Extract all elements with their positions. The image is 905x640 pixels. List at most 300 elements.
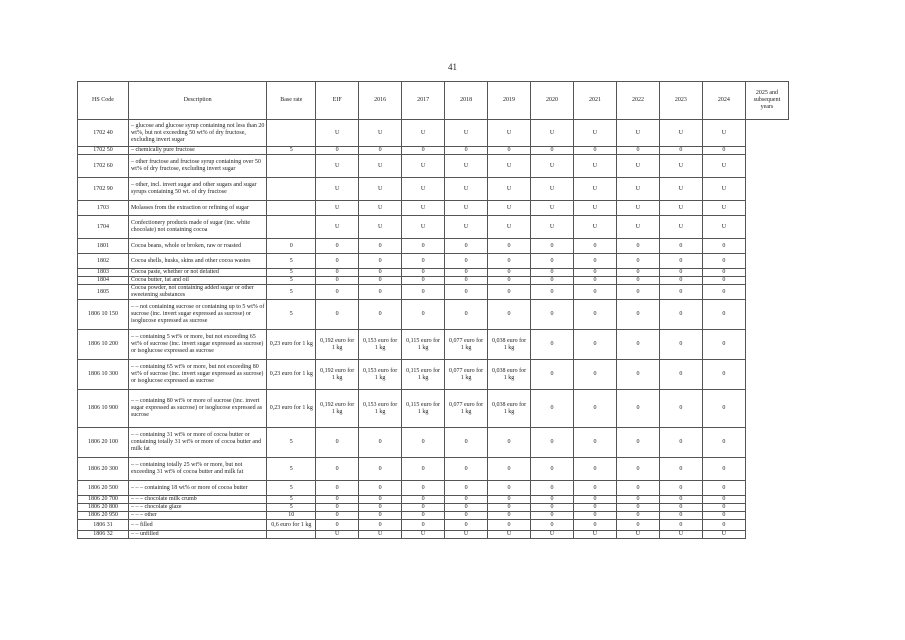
base-rate-cell [267,201,316,216]
table-row [78,428,789,458]
description-cell: Cocoa butter, fat and oil [128,277,266,285]
hs-code-cell: 1806 20 950 [78,512,129,520]
rate-cell: 0 [573,330,616,360]
rate-cell: 0 [702,285,745,300]
rate-cell: U [402,216,445,239]
rate-cell: U [659,531,702,539]
rate-cell: U [531,201,574,216]
rate-cell: 0 [659,458,702,481]
rate-cell: 0 [616,277,659,285]
base-rate-cell: 5 [267,147,316,155]
rate-cell: U [402,178,445,201]
hs-code-cell: 1702 90 [78,178,129,201]
rate-cell: 0 [659,277,702,285]
rate-cell: 0 [359,512,402,520]
hs-code-cell: 1806 31 [78,520,129,531]
rate-cell: 0 [616,254,659,269]
rate-cell: U [659,201,702,216]
description-cell: – other, incl. invert sugar and other sugars and sugar syrups containing 50 wt. of dry fructose [128,178,266,201]
rate-cell: 0 [359,520,402,531]
rate-cell: 0 [316,147,359,155]
rate-cell: U [531,178,574,201]
base-rate-cell: 0,23 euro for 1 kg [267,390,316,428]
rate-cell: 0 [616,269,659,277]
rate-cell: 0 [359,285,402,300]
rate-cell: 0 [573,239,616,254]
rate-cell: U [531,120,574,147]
table-body [78,120,789,539]
rate-cell: 0,192 euro for 1 kg [316,390,359,428]
rate-cell: U [531,216,574,239]
hs-code-cell: 1806 10 900 [78,390,129,428]
rate-cell: U [488,531,531,539]
rate-cell: 0 [359,300,402,330]
rate-cell: 0 [488,512,531,520]
rate-cell: U [702,531,745,539]
rate-cell: 0 [445,512,488,520]
base-rate-cell: 5 [267,481,316,496]
hs-code-cell: 1806 20 700 [78,496,129,504]
rate-cell: U [445,178,488,201]
rate-cell: 0 [573,504,616,512]
rate-cell: 0 [531,428,574,458]
table-row [78,201,789,216]
description-cell: – chemically pure fructose [128,147,266,155]
table-row [78,458,789,481]
description-cell: Confectionery products made of sugar (inc. white chocolate) not containing cocoa [128,216,266,239]
rate-cell: U [359,155,402,178]
rate-cell: 0 [616,285,659,300]
rate-cell: 0 [702,277,745,285]
rate-cell: 0,077 euro for 1 kg [445,360,488,390]
rate-cell: 0 [445,496,488,504]
description-cell: Cocoa powder, not containing added sugar or other sweetening substances [128,285,266,300]
rate-cell: 0 [316,458,359,481]
rate-cell: 0 [531,458,574,481]
hs-code-cell: 1704 [78,216,129,239]
rate-cell: 0 [445,300,488,330]
rate-cell: 0 [445,428,488,458]
rate-cell: U [445,216,488,239]
rate-cell: 0 [316,269,359,277]
rate-cell: 0 [402,504,445,512]
table-header-row [78,82,789,120]
column-header: Base rate [267,82,316,120]
rate-cell: U [616,531,659,539]
rate-cell: 0 [616,330,659,360]
rate-cell: 0 [573,496,616,504]
column-header: 2019 [488,82,531,120]
rate-cell: U [702,155,745,178]
rate-cell: 0 [488,147,531,155]
rate-cell: U [359,178,402,201]
rate-cell: U [402,120,445,147]
rate-cell: 0 [573,254,616,269]
hs-code-cell: 1804 [78,277,129,285]
hs-code-cell: 1806 32 [78,531,129,539]
rate-cell: U [445,155,488,178]
column-header: 2023 [659,82,702,120]
rate-cell: 0 [488,428,531,458]
base-rate-cell: 5 [267,496,316,504]
table-row [78,531,789,539]
rate-cell: 0 [616,496,659,504]
description-cell: – – not containing sucrose or containing up to 5 wt% of sucrose (inc. invert sugar expressed as sucrose) or isoglucose expressed as sucrose [128,300,266,330]
rate-cell: U [445,531,488,539]
rate-cell: U [316,155,359,178]
rate-cell: 0,115 euro for 1 kg [402,330,445,360]
rate-cell: 0 [359,458,402,481]
base-rate-cell: 5 [267,300,316,330]
description-cell: – – – chocolate milk crumb [128,496,266,504]
rate-cell: 0 [359,254,402,269]
column-header: 2017 [402,82,445,120]
rate-cell: 0,038 euro for 1 kg [488,390,531,428]
rate-cell: U [616,120,659,147]
rate-cell: 0 [488,300,531,330]
rate-cell: U [573,201,616,216]
column-header: 2022 [616,82,659,120]
rate-cell: U [573,216,616,239]
rate-cell: 0 [488,277,531,285]
rate-cell: 0 [488,254,531,269]
table-row [78,277,789,285]
rate-cell: 0 [659,496,702,504]
rate-cell: 0 [702,390,745,428]
rate-cell: 0 [573,269,616,277]
rate-cell: 0 [445,269,488,277]
rate-cell: 0,115 euro for 1 kg [402,360,445,390]
rate-cell: 0 [488,239,531,254]
table-row [78,239,789,254]
hs-code-cell: 1806 20 800 [78,504,129,512]
description-cell: – – containing 80 wt% or more of sucrose (inc. invert sugar expressed as sucrose) or isoglucose expressed as sucrose [128,390,266,428]
rate-cell: U [402,201,445,216]
rate-cell: 0 [616,390,659,428]
rate-cell: U [702,178,745,201]
rate-cell: 0 [702,300,745,330]
rate-cell: U [616,216,659,239]
rate-cell: 0,153 euro for 1 kg [359,360,402,390]
rate-cell: 0 [659,512,702,520]
rate-cell: 0 [316,428,359,458]
rate-cell: 0 [702,269,745,277]
table-row [78,481,789,496]
rate-cell: 0 [359,277,402,285]
table-row [78,120,789,147]
rate-cell: 0 [659,360,702,390]
rate-cell: 0 [402,300,445,330]
rate-cell: 0 [531,520,574,531]
rate-cell: 0 [316,300,359,330]
rate-cell: U [616,178,659,201]
rate-cell: 0 [616,481,659,496]
rate-cell: 0 [488,458,531,481]
column-header: 2024 [702,82,745,120]
column-header: 2020 [531,82,574,120]
rate-cell: 0 [488,504,531,512]
hs-code-cell: 1802 [78,254,129,269]
rate-cell: U [316,120,359,147]
rate-cell: 0 [531,285,574,300]
hs-code-cell: 1702 40 [78,120,129,147]
table-row [78,269,789,277]
rate-cell: 0 [573,147,616,155]
rate-cell: U [402,155,445,178]
rate-cell: 0 [659,390,702,428]
base-rate-cell: 0,6 euro for 1 kg [267,520,316,531]
rate-cell: 0 [488,269,531,277]
rate-cell: 0 [531,512,574,520]
rate-cell: 0 [659,269,702,277]
description-cell: – – unfilled [128,531,266,539]
column-header: 2018 [445,82,488,120]
rate-cell: 0,038 euro for 1 kg [488,330,531,360]
rate-cell: 0 [659,330,702,360]
rate-cell: U [359,216,402,239]
rate-cell: 0 [531,269,574,277]
rate-cell: U [659,120,702,147]
rate-cell: U [702,216,745,239]
rate-cell: U [531,531,574,539]
rate-cell: 0 [359,481,402,496]
rate-cell: 0 [573,277,616,285]
hs-code-cell: 1703 [78,201,129,216]
rate-cell: U [488,120,531,147]
base-rate-cell [267,120,316,147]
rate-cell: 0 [702,360,745,390]
base-rate-cell: 0,23 euro for 1 kg [267,330,316,360]
rate-cell: 0,038 euro for 1 kg [488,360,531,390]
rate-cell: U [359,201,402,216]
rate-cell: 0 [573,481,616,496]
rate-cell: U [488,216,531,239]
hs-code-cell: 1805 [78,285,129,300]
rate-cell: U [531,155,574,178]
rate-cell: 0 [659,428,702,458]
rate-cell: 0 [402,239,445,254]
table-row [78,178,789,201]
rate-cell: 0 [488,481,531,496]
base-rate-cell: 0 [267,239,316,254]
rate-cell: 0 [402,481,445,496]
rate-cell: 0 [702,254,745,269]
rate-cell: 0 [359,239,402,254]
table-row [78,330,789,360]
rate-cell: U [702,201,745,216]
rate-cell: 0 [616,458,659,481]
column-header: 2016 [359,82,402,120]
description-cell: – – – other [128,512,266,520]
table-row [78,147,789,155]
rate-cell: 0 [531,496,574,504]
rate-cell: 0 [359,428,402,458]
rate-cell: U [445,120,488,147]
table-row [78,285,789,300]
column-header: HS Code [78,82,129,120]
rate-cell: 0 [445,254,488,269]
rate-cell: 0 [359,147,402,155]
rate-cell: U [316,216,359,239]
rate-cell: 0 [531,300,574,330]
rate-cell: U [445,201,488,216]
rate-cell: U [488,155,531,178]
rate-cell: 0 [573,520,616,531]
rate-cell: U [359,531,402,539]
base-rate-cell: 5 [267,277,316,285]
base-rate-cell: 5 [267,428,316,458]
table-row [78,216,789,239]
rate-cell: 0 [488,520,531,531]
rate-cell: 0 [359,504,402,512]
rate-cell: 0 [445,239,488,254]
rate-cell: U [702,120,745,147]
rate-cell: 0 [402,277,445,285]
rate-cell: 0 [702,520,745,531]
rate-cell: 0 [702,147,745,155]
rate-cell: 0 [659,285,702,300]
rate-cell: 0 [316,504,359,512]
base-rate-cell: 10 [267,512,316,520]
description-cell: – other fructose and fructose syrup containing over 50 wt% of dry fructose, excluding invert sugar [128,155,266,178]
rate-cell: 0 [659,504,702,512]
hs-code-cell: 1806 20 100 [78,428,129,458]
table-row [78,512,789,520]
rate-cell: 0 [659,254,702,269]
tariff-schedule-table [77,81,789,539]
rate-cell: 0 [531,390,574,428]
hs-code-cell: 1801 [78,239,129,254]
rate-cell: U [616,155,659,178]
rate-cell: 0 [702,512,745,520]
description-cell: – – – containing 18 wt% or more of cocoa butter [128,481,266,496]
hs-code-cell: 1806 20 300 [78,458,129,481]
base-rate-cell: 5 [267,269,316,277]
rate-cell: U [573,178,616,201]
hs-code-cell: 1806 20 500 [78,481,129,496]
rate-cell: 0 [659,481,702,496]
rate-cell: 0 [702,458,745,481]
rate-cell: 0 [402,458,445,481]
base-rate-cell: 5 [267,254,316,269]
rate-cell: 0 [445,504,488,512]
rate-cell: 0 [316,277,359,285]
description-cell: Cocoa beans, whole or broken, raw or roasted [128,239,266,254]
hs-code-cell: 1702 60 [78,155,129,178]
description-cell: – glucose and glucose syrup containing not less than 20 wt%, but not exceeding 50 wt% of dry fructose, excluding invert sugar [128,120,266,147]
rate-cell: 0 [316,496,359,504]
rate-cell: U [659,155,702,178]
description-cell: – – containing 31 wt% or more of cocoa butter or containing totally 31 wt% or more of cocoa butter and milk fat [128,428,266,458]
rate-cell: 0 [445,277,488,285]
rate-cell: 0 [573,512,616,520]
rate-cell: 0 [573,428,616,458]
rate-cell: U [659,178,702,201]
rate-cell: 0 [616,360,659,390]
table-row [78,496,789,504]
rate-cell: 0 [702,428,745,458]
rate-cell: 0 [531,330,574,360]
description-cell: Cocoa paste, whether or not defatted [128,269,266,277]
hs-code-cell: 1803 [78,269,129,277]
rate-cell: 0 [573,285,616,300]
rate-cell: 0 [702,481,745,496]
rate-cell: 0 [359,269,402,277]
rate-cell: 0 [616,300,659,330]
rate-cell: U [359,120,402,147]
rate-cell: 0 [316,254,359,269]
rate-cell: 0 [616,239,659,254]
rate-cell: 0 [402,269,445,277]
column-header: Description [128,82,266,120]
rate-cell: 0 [659,300,702,330]
rate-cell: 0 [402,428,445,458]
rate-cell: U [488,201,531,216]
table-row [78,360,789,390]
rate-cell: U [659,216,702,239]
table-row [78,504,789,512]
rate-cell: 0 [445,147,488,155]
rate-cell: U [316,201,359,216]
description-cell: – – containing totally 25 wt% or more, but not exceeding 31 wt% of cocoa butter and milk fat [128,458,266,481]
rate-cell: 0 [616,428,659,458]
rate-cell: 0 [616,520,659,531]
base-rate-cell: 0,23 euro for 1 kg [267,360,316,390]
rate-cell: 0 [659,239,702,254]
rate-cell: 0 [531,481,574,496]
rate-cell: 0,192 euro for 1 kg [316,360,359,390]
rate-cell: 0,115 euro for 1 kg [402,390,445,428]
rate-cell: 0 [316,520,359,531]
rate-cell: 0 [402,512,445,520]
table-row [78,520,789,531]
rate-cell: 0 [402,520,445,531]
column-header: EIF [316,82,359,120]
rate-cell: 0 [573,300,616,330]
hs-code-cell: 1806 10 200 [78,330,129,360]
description-cell: – – – chocolate glaze [128,504,266,512]
rate-cell: 0 [316,512,359,520]
hs-code-cell: 1806 10 150 [78,300,129,330]
rate-cell: 0 [316,481,359,496]
base-rate-cell [267,178,316,201]
description-cell: – – containing 5 wt% or more, but not exceeding 65 wt% of sucrose (inc. invert sugar expressed as sucrose) or isoglucose expressed as sucrose [128,330,266,360]
rate-cell: 0 [573,458,616,481]
rate-cell: 0 [616,512,659,520]
description-cell: – – filled [128,520,266,531]
rate-cell: U [616,201,659,216]
rate-cell: 0 [616,147,659,155]
rate-cell: 0 [402,496,445,504]
rate-cell: 0 [616,504,659,512]
rate-cell: U [573,155,616,178]
rate-cell: 0,153 euro for 1 kg [359,390,402,428]
column-header: 2025 and subsequent years [745,82,788,120]
table-row [78,254,789,269]
rate-cell: 0 [402,254,445,269]
rate-cell: U [488,178,531,201]
base-rate-cell: 5 [267,504,316,512]
rate-cell: 0 [531,504,574,512]
rate-cell: 0,153 euro for 1 kg [359,330,402,360]
rate-cell: U [402,531,445,539]
hs-code-cell: 1702 50 [78,147,129,155]
base-rate-cell [267,216,316,239]
rate-cell: U [316,178,359,201]
rate-cell: 0 [531,277,574,285]
table-row [78,155,789,178]
rate-cell: 0 [316,239,359,254]
